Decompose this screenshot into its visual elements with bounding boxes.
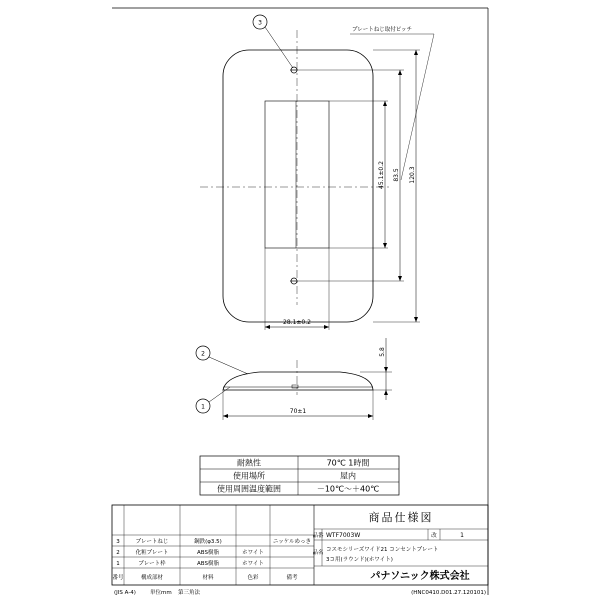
- header-name: 構成部材: [140, 575, 164, 581]
- callout-2-label: 2: [201, 350, 205, 358]
- footer: [114, 588, 486, 596]
- dim-plate-thickness: 5.8: [379, 347, 386, 357]
- dim-plate-height: 120.3: [409, 166, 416, 184]
- revision-label: 改: [431, 533, 437, 539]
- dim-opening-width: 28.1±0.2: [283, 319, 311, 326]
- callout-1-label: 1: [201, 403, 205, 411]
- env-label-heat: 耐熱性: [237, 458, 261, 468]
- product-name-label: 品名: [312, 550, 324, 556]
- part-color-2: ホワイト: [242, 550, 264, 556]
- screw-bottom-icon: [290, 278, 298, 284]
- header-material: 材料: [202, 575, 214, 581]
- dim-plate-width: 70±1: [289, 408, 307, 415]
- part-color-1: ホワイト: [242, 561, 264, 567]
- front-view: [200, 15, 434, 330]
- dim-opening-height: 45.1±0.2: [378, 161, 385, 189]
- company-name: パナソニック株式会社: [370, 571, 470, 582]
- footer-projection: 第三角法: [178, 590, 201, 596]
- part-color-3: ニッケルめっき: [273, 539, 311, 545]
- footer-unit: 単位mm: [150, 590, 172, 596]
- model-number: WTF7003W: [326, 532, 361, 539]
- env-value-heat: 70℃ 1時間: [326, 458, 370, 468]
- env-value-temp: －10℃～＋40℃: [316, 484, 380, 494]
- part-material-2: ABS樹脂: [197, 550, 219, 556]
- part-name-2: 化粧プレート: [135, 550, 169, 556]
- product-name-line2: 3コ用(ラウンド)(ホワイト): [326, 557, 393, 563]
- env-label-place: 使用場所: [233, 471, 265, 481]
- part-name-1: プレート枠: [138, 561, 166, 567]
- part-no-3: 3: [116, 539, 120, 545]
- part-material-1: ABS樹脂: [197, 561, 219, 567]
- env-value-place: 屋内: [340, 471, 356, 481]
- dim-screw-pitch: 83.5: [393, 168, 400, 182]
- pitch-label: プレートねじ取付ピッチ: [352, 27, 413, 33]
- part-no-2: 2: [116, 550, 120, 556]
- part-material-3: 鋼鉄(φ3.5): [194, 539, 222, 545]
- side-view: [196, 338, 392, 420]
- header-color: 色彩: [247, 575, 259, 581]
- environment-table: [200, 456, 399, 495]
- part-name-3: プレートねじ: [135, 539, 169, 545]
- model-label: 品番: [312, 533, 324, 539]
- drawing-title: 商品仕様図: [368, 511, 434, 524]
- header-no: 番号: [112, 575, 124, 581]
- title-block: [112, 505, 488, 585]
- footer-standard: (JIS A-4): [114, 590, 136, 596]
- product-name-line1: コスモシリーズワイド21 コンセントプレート: [326, 547, 439, 553]
- revision-value: 1: [460, 532, 464, 539]
- header-remarks: 備考: [286, 575, 298, 581]
- part-no-1: 1: [116, 561, 120, 567]
- callout-3-label: 3: [258, 19, 262, 27]
- env-label-temp: 使用周囲温度範囲: [217, 484, 281, 494]
- footer-doc-number: (HNC0410.D01.27.120101): [411, 590, 486, 596]
